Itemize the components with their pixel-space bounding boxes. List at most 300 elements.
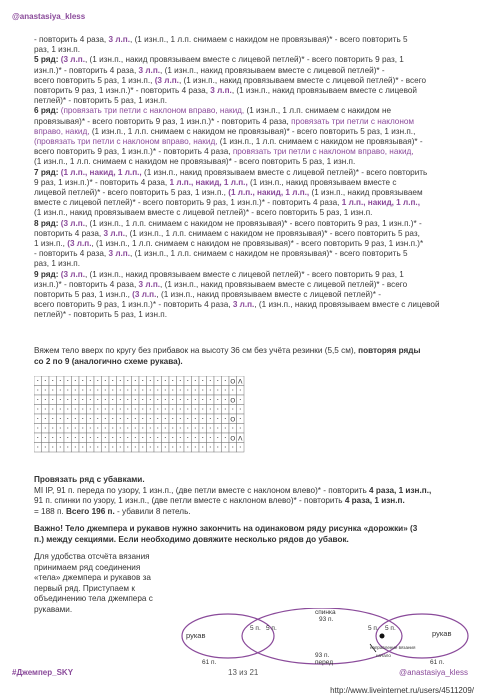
chart-symbol: · — [51, 423, 55, 433]
chart-symbol: · — [141, 414, 145, 424]
footer-author[interactable]: @anastasiya_kless — [398, 668, 468, 677]
body-paragraph-bold2: со 2 по 9 (аналогично схеме рукава). — [34, 356, 183, 366]
chart-symbol: · — [66, 395, 70, 405]
chart-symbol: · — [193, 423, 197, 433]
page-number: 13 из 21 — [228, 668, 259, 677]
chart-symbol: · — [133, 442, 137, 452]
chart-symbol: · — [88, 414, 92, 424]
chart-symbol: O — [230, 396, 236, 405]
chart-symbol: · — [186, 404, 190, 414]
instruction-segment: провязывая)* - всего повторить 9 раз, 1 изн.п.)* - повторить 4 раза, — [34, 116, 292, 126]
chart-symbol: · — [96, 395, 100, 405]
start-label: начало — [376, 653, 391, 658]
instruction-line — [34, 55, 458, 65]
instruction-line — [34, 229, 458, 239]
instruction-segment: , (1 изн.п., 1 л.п. снимаем с накидом не провязывая)* - всего повторить 9 раз, 1 изн.п.)* - — [84, 218, 422, 228]
chart-symbol: · — [51, 376, 55, 386]
instruction-line — [34, 168, 458, 178]
chart-symbol: · — [81, 423, 85, 433]
chart-symbol: · — [178, 376, 182, 386]
chart-symbol: · — [111, 404, 115, 414]
chart-symbol: · — [171, 385, 175, 395]
chart-symbol: · — [133, 376, 137, 386]
chart-symbol: · — [141, 442, 145, 452]
chart-symbol: · — [156, 385, 160, 395]
chart-symbol: · — [43, 385, 47, 395]
chart-symbol: · — [141, 423, 145, 433]
chart-symbol: · — [201, 414, 205, 424]
chart-symbol: · — [223, 385, 227, 395]
instruction-segment: (3 л.п. — [154, 75, 179, 85]
instruction-line — [34, 310, 458, 320]
chart-symbol: · — [208, 404, 212, 414]
chart-symbol: · — [126, 385, 130, 395]
decrease-line-1-text: MI IP, 91 п. перeда по узору, 1 изн.п., (две петли вместе с наклоном влево)* - повторить — [34, 485, 370, 495]
chart-symbol: · — [186, 414, 190, 424]
instruction-segment: (провязать три петли с наклоном вправо, накид, — [34, 137, 218, 147]
instruction-segment: , (1 изн.п., 1 л.п. снимаем с накидом не провязывая)* - всего повторить 5 — [130, 249, 408, 259]
chart-symbol: · — [126, 442, 130, 452]
instruction-segment: , (1 изн.п., накид провязываем вместе с лицевой петлей)* - всего повторить 9 раз, 1 — [84, 55, 404, 65]
body-paragraph-bold1: повторяя ряды — [358, 346, 421, 355]
chart-symbol: · — [73, 404, 77, 414]
chart-symbol: · — [36, 376, 40, 386]
instruction-line — [34, 208, 458, 218]
chart-symbol: · — [178, 423, 182, 433]
chart-symbol: · — [216, 433, 220, 443]
watermark-url[interactable]: http://www.liveinternet.ru/users/4511209/ — [330, 686, 474, 695]
chart-symbol: · — [171, 442, 175, 452]
instruction-line — [34, 188, 458, 198]
chart-symbol: · — [223, 376, 227, 386]
chart-symbol: · — [231, 404, 235, 414]
join-count-b: 5 п. — [266, 625, 277, 632]
instruction-segment: 3 л.п. — [138, 65, 161, 75]
chart-symbol: · — [103, 423, 107, 433]
chart-symbol: · — [216, 442, 220, 452]
chart-symbol: · — [118, 433, 122, 443]
chart-symbol: · — [223, 433, 227, 443]
chart-symbol: · — [126, 376, 130, 386]
chart-symbol: · — [193, 395, 197, 405]
instruction-line — [34, 259, 458, 269]
chart-symbol: · — [201, 395, 205, 405]
chart-symbol: · — [73, 395, 77, 405]
chart-symbol: · — [103, 442, 107, 452]
instruction-segment: , (1 изн.п., 1 л.п. снимаем с накидом не провязывая)* - всего повторить 5 — [130, 35, 408, 44]
instruction-line — [34, 219, 458, 229]
chart-symbol: · — [163, 433, 167, 443]
instruction-line — [34, 290, 458, 300]
instruction-segment: , (1 изн.п., накид провязываем вместе с лицевой петлей)* - — [156, 290, 381, 300]
chart-symbol: · — [156, 376, 160, 386]
chart-symbol: · — [111, 376, 115, 386]
chart-symbol: · — [231, 423, 235, 433]
important-line-1: Важно! Тело джемпера и рукавов нужно закончить на одинаковом ряду рисунка «дорожки» (3 — [34, 524, 418, 533]
chart-symbol: · — [103, 395, 107, 405]
chart-symbol: Λ — [238, 434, 243, 443]
chart-symbol: · — [43, 395, 47, 405]
chart-symbol: · — [58, 395, 62, 405]
instruction-segment: (провязать три петли с наклоном вправо, накид, — [60, 106, 245, 116]
chart-symbol: · — [216, 385, 220, 395]
stitch-chart — [34, 376, 246, 461]
instruction-segment: (3 л.п. — [67, 239, 92, 249]
chart-symbol: · — [208, 423, 212, 433]
decrease-line-2-bold: 4 раза, 1 изн.п. — [344, 496, 405, 505]
chart-symbol: · — [73, 385, 77, 395]
chart-symbol: · — [193, 385, 197, 395]
decrease-line-3-suffix: - убавили 8 петель. — [114, 506, 191, 516]
chart-symbol: · — [208, 442, 212, 452]
chart-symbol: · — [36, 404, 40, 414]
footer-hashtag[interactable]: #Джемпер_SKY — [12, 668, 74, 677]
chart-symbol: · — [133, 385, 137, 395]
chart-symbol: · — [81, 395, 85, 405]
chart-symbol: · — [111, 433, 115, 443]
chart-symbol: · — [118, 423, 122, 433]
instruction-segment: вместе с лицевой петлей)* - всего повторить 9 раз, 1 изн.п.)* - повторить 4 раза, — [34, 198, 342, 208]
chart-symbol: · — [186, 442, 190, 452]
chart-symbol: · — [73, 442, 77, 452]
chart-symbol: · — [88, 395, 92, 405]
chart-symbol: · — [231, 385, 235, 395]
chart-symbol: · — [51, 414, 55, 424]
instruction-segment: 9 раз, 1 изн.п.)* - повторить 4 раза, — [34, 177, 170, 187]
chart-symbol: · — [156, 395, 160, 405]
author-tag[interactable]: @anastasiya_kless — [12, 12, 86, 21]
sleeve-right-label: рукав — [432, 629, 452, 638]
chart-symbol: · — [163, 404, 167, 414]
instruction-segment: раз, 1 изн.п. — [34, 259, 80, 269]
chart-symbol: · — [186, 395, 190, 405]
chart-symbol: · — [223, 395, 227, 405]
instruction-line — [34, 300, 458, 310]
chart-symbol: · — [118, 376, 122, 386]
instruction-segment: 1 л.п., накид, 1 л.п., — [169, 177, 248, 187]
chart-symbol: · — [238, 414, 242, 424]
instruction-line — [34, 178, 458, 188]
chart-symbol: · — [163, 376, 167, 386]
chart-symbol: · — [133, 395, 137, 405]
chart-symbol: · — [73, 433, 77, 443]
instruction-segment: (1 изн.п., накид провязываем — [309, 188, 423, 198]
back-count: 93 п. — [319, 616, 334, 623]
instruction-segment: 3 л.п. — [210, 86, 232, 96]
chart-symbol: · — [118, 385, 122, 395]
chart-symbol: · — [81, 433, 85, 443]
chart-symbol: · — [148, 442, 152, 452]
instruction-line — [34, 198, 458, 208]
chart-symbol: · — [201, 423, 205, 433]
right-count: 61 п. — [430, 659, 445, 666]
chart-symbol: · — [193, 442, 197, 452]
chart-symbol: · — [238, 442, 242, 452]
chart-symbol: · — [171, 395, 175, 405]
chart-symbol: · — [178, 433, 182, 443]
sleeve-left-label: рукав — [186, 631, 206, 640]
chart-symbol: · — [51, 395, 55, 405]
instruction-segment: изн.п.)* - повторить 4 раза, — [34, 279, 139, 289]
chart-symbol: · — [36, 433, 40, 443]
instruction-line — [34, 45, 458, 55]
decrease-line-1 — [34, 486, 458, 497]
chart-symbol: · — [178, 385, 182, 395]
chart-symbol: · — [88, 423, 92, 433]
decrease-line-2 — [34, 496, 458, 507]
instruction-segment: 8 ряд: — [34, 218, 59, 228]
chart-symbol: · — [43, 376, 47, 386]
chart-symbol: · — [96, 423, 100, 433]
chart-symbol: · — [148, 414, 152, 424]
chart-symbol: · — [51, 442, 55, 452]
left-count: 61 п. — [202, 659, 217, 666]
chart-symbol: · — [66, 433, 70, 443]
chart-symbol: · — [201, 404, 205, 414]
chart-symbol: · — [216, 414, 220, 424]
chart-symbol: · — [193, 404, 197, 414]
chart-symbol: · — [133, 433, 137, 443]
diagram-text-line-3: «тела» джемпера и рукавов за — [34, 573, 151, 583]
stitch-chart-svg — [34, 376, 246, 456]
instruction-segment: , (1 изн.п., накид провязываем вместе с лицевой — [231, 86, 417, 96]
chart-symbol: · — [51, 404, 55, 414]
chart-symbol: · — [58, 442, 62, 452]
instruction-line — [34, 270, 458, 280]
diagram-text-line-1: Для удобства отсчёта вязания — [34, 552, 150, 561]
chart-symbol: · — [88, 442, 92, 452]
chart-symbol: · — [66, 404, 70, 414]
chart-symbol: · — [58, 404, 62, 414]
chart-symbol: · — [43, 404, 47, 414]
instruction-segment: 7 ряд: — [34, 167, 59, 177]
chart-symbol: · — [66, 385, 70, 395]
chart-symbol: · — [96, 376, 100, 386]
chart-symbol: · — [223, 414, 227, 424]
chart-symbol: · — [118, 395, 122, 405]
chart-symbol: · — [96, 442, 100, 452]
instruction-line — [34, 239, 458, 249]
chart-symbol: · — [216, 423, 220, 433]
chart-symbol: · — [111, 395, 115, 405]
instruction-line — [34, 127, 458, 137]
join-count-c: 5 п. — [368, 625, 379, 632]
chart-symbol: · — [36, 423, 40, 433]
pattern-instructions — [34, 35, 458, 321]
chart-symbol: · — [103, 433, 107, 443]
chart-symbol: · — [193, 433, 197, 443]
chart-symbol: · — [133, 404, 137, 414]
chart-symbol: · — [133, 414, 137, 424]
instruction-segment: провязать три петли с наклоном — [291, 116, 415, 126]
chart-symbol: · — [103, 385, 107, 395]
decrease-line-1-bold: 4 раза, 1 изн.п., — [369, 485, 432, 495]
chart-symbol: · — [66, 376, 70, 386]
chart-symbol: · — [43, 423, 47, 433]
chart-symbol: · — [111, 385, 115, 395]
chart-symbol: O — [230, 377, 236, 386]
instruction-segment: (3 л.п. — [60, 269, 85, 279]
chart-symbol: · — [51, 385, 55, 395]
chart-symbol: · — [208, 376, 212, 386]
chart-symbol: · — [118, 404, 122, 414]
chart-symbol: · — [51, 433, 55, 443]
instruction-segment: (1 изн.п., 1 л.п. снимаем с накидом не провязывая)* - всего повторить 5 раз, 1 изн.п., — [89, 126, 416, 136]
instruction-segment: 3 л.п. — [232, 300, 255, 310]
chart-symbol: · — [36, 385, 40, 395]
decrease-line-3 — [34, 507, 458, 518]
instruction-segment: - повторить 4 раза, — [34, 35, 109, 44]
direction-label: направление вязания — [370, 645, 416, 650]
chart-symbol: · — [148, 395, 152, 405]
chart-symbol: · — [133, 423, 137, 433]
chart-symbol: · — [66, 442, 70, 452]
chart-symbol: · — [141, 376, 145, 386]
chart-symbol: · — [96, 414, 100, 424]
chart-symbol: · — [96, 433, 100, 443]
instruction-segment: , (1 изн.п., накид провязываем вместе с лицевой петлей)* - всего — [160, 279, 408, 289]
instruction-segment: , (1 изн.п., накид провязываем вместе с лицевой петлей)* - всего — [178, 75, 427, 85]
chart-symbol: · — [81, 442, 85, 452]
instruction-segment: (1 изн.п., накид провязываем вместе с — [247, 177, 397, 187]
chart-symbol: · — [238, 404, 242, 414]
chart-symbol: · — [141, 395, 145, 405]
chart-symbol: · — [126, 395, 130, 405]
instruction-segment: , (1 изн.п., накид провязываем вместе с лицевой — [254, 300, 440, 310]
chart-symbol: · — [36, 395, 40, 405]
chart-symbol: · — [163, 423, 167, 433]
start-marker-icon — [380, 634, 385, 639]
instruction-segment: (1 л.п., накид, 1 л.п., — [60, 167, 142, 177]
chart-symbol: · — [208, 414, 212, 424]
chart-symbol: · — [148, 423, 152, 433]
back-label: спинка — [315, 609, 336, 616]
chart-symbol: · — [58, 376, 62, 386]
instruction-line — [34, 157, 458, 167]
chart-symbol: · — [126, 414, 130, 424]
chart-symbol: · — [208, 395, 212, 405]
chart-symbol: · — [171, 404, 175, 414]
instruction-line — [34, 76, 458, 86]
chart-symbol: · — [88, 376, 92, 386]
chart-symbol: · — [111, 442, 115, 452]
instruction-segment: всего повторить 9 раз, 1 изн.п.)* - повторить 4 раза, — [34, 300, 233, 310]
chart-symbol: · — [193, 376, 197, 386]
chart-symbol: · — [43, 414, 47, 424]
join-count-d: 5 п. — [385, 625, 396, 632]
chart-symbol: · — [88, 433, 92, 443]
chart-symbol: Λ — [238, 377, 243, 386]
chart-symbol: · — [96, 404, 100, 414]
chart-symbol: · — [118, 442, 122, 452]
chart-symbol: · — [148, 376, 152, 386]
instruction-segment: , (1 изн.п., 1 л.п. снимаем с накидом не провязывая)* - всего повторить 5 раз, — [125, 228, 420, 238]
chart-symbol: · — [148, 385, 152, 395]
decrease-line-3-bold: Всего 196 п. — [65, 506, 115, 516]
chart-symbol: · — [186, 423, 190, 433]
instruction-segment: повторить 9 раз, 1 изн.п.)* - повторить 4 раза, — [34, 86, 211, 96]
chart-symbol: · — [43, 442, 47, 452]
chart-symbol: · — [141, 385, 145, 395]
chart-symbol: · — [81, 404, 85, 414]
chart-symbol: · — [103, 376, 107, 386]
instruction-segment: (3 л.п. — [132, 290, 157, 300]
instruction-segment: 3 л.п. — [108, 35, 131, 44]
instruction-segment: 3 л.п. — [108, 249, 131, 259]
instruction-segment: всего повторить 9 раз, 1 изн.п.)* - повторить 4 раза, — [34, 147, 233, 157]
chart-symbol: · — [238, 395, 242, 405]
chart-symbol: · — [58, 433, 62, 443]
diagram-text-line-5: объединению тела джемпера с — [34, 594, 153, 604]
instruction-line — [34, 147, 458, 157]
chart-symbol: O — [230, 434, 236, 443]
chart-symbol: · — [201, 433, 205, 443]
instruction-segment: петлей)* - повторить 5 раз, 1 изн.п. — [34, 96, 167, 106]
important-line-2: п.) между секциями. Если необходимо довяжите несколько рядов до убавок. — [34, 534, 349, 544]
chart-symbol: · — [66, 423, 70, 433]
chart-symbol: · — [223, 404, 227, 414]
chart-symbol: · — [96, 385, 100, 395]
chart-symbol: · — [58, 423, 62, 433]
chart-symbol: · — [73, 414, 77, 424]
instruction-segment: (1 изн.п., накид провязываем вместе с лицевой петлей)* - всего повторить 5 раз, 1 изн.п. — [34, 208, 373, 218]
chart-symbol: · — [141, 433, 145, 443]
instruction-segment: петлей)* - повторить 5 раз, 1 изн.п. — [34, 310, 167, 320]
chart-symbol: · — [178, 442, 182, 452]
joining-diagram — [180, 608, 470, 666]
chart-symbol: · — [81, 385, 85, 395]
chart-symbol: · — [126, 433, 130, 443]
instruction-segment: провязать три петли с наклоном вправо, накид, — [232, 147, 414, 157]
chart-symbol: · — [156, 423, 160, 433]
chart-symbol: · — [231, 442, 235, 452]
instruction-line — [34, 86, 458, 96]
chart-symbol: · — [216, 404, 220, 414]
instruction-line — [34, 96, 458, 106]
chart-symbol: · — [88, 385, 92, 395]
chart-symbol: · — [81, 376, 85, 386]
chart-symbol: · — [223, 423, 227, 433]
instruction-segment: (3 л.п. — [60, 55, 85, 65]
join-count-a: 5 п. — [250, 625, 261, 632]
front-label: перед — [315, 659, 334, 666]
instruction-line — [34, 66, 458, 76]
instruction-line — [34, 249, 458, 259]
chart-symbol: · — [111, 423, 115, 433]
chart-symbol: · — [118, 414, 122, 424]
chart-symbol: · — [163, 414, 167, 424]
chart-symbol: · — [178, 404, 182, 414]
decrease-line-2-text: 91 п. спинки по узору, 1 изн.п., (две петли вместе с наклоном влево)* - повторить — [34, 496, 345, 505]
chart-symbol: · — [163, 395, 167, 405]
chart-symbol: · — [201, 376, 205, 386]
instruction-segment: всего повторить 5 раз, 1 изн.п., — [34, 75, 155, 85]
right-sleeve-ring — [376, 614, 468, 658]
chart-symbol: · — [103, 404, 107, 414]
body-paragraph — [34, 346, 458, 367]
instruction-segment: , (1 изн.п., 1 л.п. снимаем с накидом не провязывая)* - всего повторить 9 раз, 1 изн.п.)* — [91, 239, 424, 249]
chart-symbol: · — [208, 433, 212, 443]
chart-symbol: · — [201, 385, 205, 395]
instruction-segment: 5 ряд: — [34, 55, 59, 65]
instruction-segment: (1 изн.п., накид провязываем вместе с лицевой петлей)* - всего повторить — [141, 167, 428, 177]
instruction-line — [34, 280, 458, 290]
instruction-segment: 9 ряд: — [34, 269, 59, 279]
chart-symbol: · — [81, 414, 85, 424]
chart-symbol: · — [156, 404, 160, 414]
chart-symbol: · — [58, 385, 62, 395]
instruction-segment: (1 изн.п., 1 л.п. снимаем с накидом не провязывая)* - — [217, 137, 423, 147]
